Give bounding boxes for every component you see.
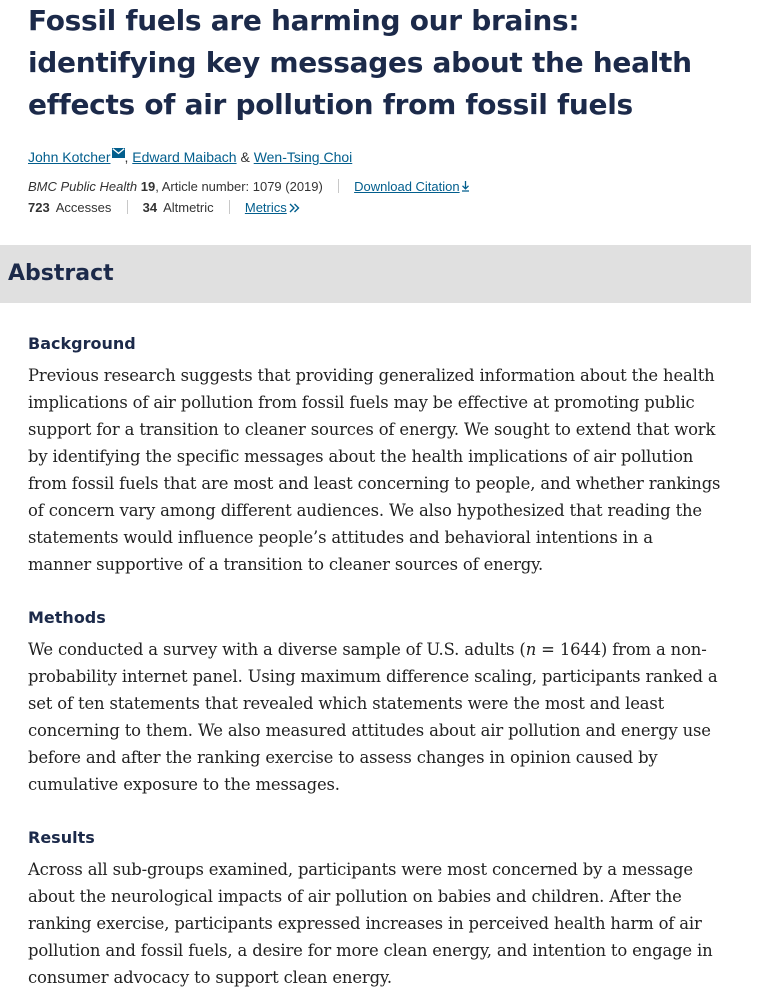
results-paragraph [28,856,756,991]
divider [127,200,128,214]
author-link-maibach[interactable]: Edward Maibach [132,149,237,165]
results-heading: Results [28,828,95,847]
author-link-choi[interactable]: Wen-Tsing Choi [253,149,353,165]
metrics-line [28,198,300,219]
methods-line-start: We conducted a survey with a diverse sample of U.S. adults ( [28,640,526,659]
paragraph-line: set of ten statements that revealed which statements were the most and least [28,694,665,713]
paragraph-line: implications of air pollution from fossil fuels may be effective at promoting public [28,393,695,412]
altmetric-count: 34 [142,200,158,215]
divider [229,200,230,214]
methods-paragraph [28,636,756,798]
methods-line-end: = 1644) from a non- [536,640,707,659]
paragraph-line: support for a transition to cleaner sources of energy. We sought to extend that work [28,420,716,439]
paragraph-line: Previous research suggests that providing generalized information about the health [28,366,715,385]
paragraph-line: cumulative exposure to the messages. [28,775,340,794]
divider [338,179,339,193]
paragraph-line: by identifying the specific messages about the health implications of air pollution [28,447,694,466]
sample-size-variable: n [525,640,537,659]
metrics-label: Metrics [244,200,287,215]
paragraph-line: pollution and fossil fuels, a desire for more clean energy, and intention to engage in [28,941,713,960]
abstract-heading: Abstract [8,261,114,286]
altmetric-label: Altmetric [163,200,214,215]
volume-number: 19 [140,179,156,194]
article-number: , Article number: 1079 (2019) [155,179,323,194]
paragraph-line: Across all sub-groups examined, participants were most concerned by a message [28,860,693,879]
accesses-count: 723 [28,200,50,215]
citation-line [28,177,470,198]
paragraph-line: manner supportive of a transition to cleaner sources of energy. [28,555,544,574]
paragraph-line: of concern vary among different audiences. We also hypothesized that reading the [28,501,702,520]
author-separator: , [124,149,129,165]
paragraph-line [28,636,756,663]
double-chevron-right-icon [289,199,300,219]
journal-name: BMC Public Health [28,179,138,194]
author-list [28,143,352,167]
download-citation-label: Download Citation [354,179,460,194]
download-citation-link[interactable] [354,179,470,194]
author-ampersand: & [240,149,250,165]
article-title: Fossil fuels are harming our brains: identifying key messages about the health effects of air pollution from fossil fuels [28,4,692,121]
paragraph-line: about the neurological impacts of air pollution on babies and children. After the [28,887,682,906]
metrics-link[interactable] [245,200,300,215]
paragraph-line: consumer advocacy to support clean energy. [28,968,392,987]
abstract-header-bar [0,245,751,303]
email-icon[interactable] [112,143,125,163]
paragraph-line: before and after the ranking exercise to assess changes in opinion caused by [28,748,658,767]
background-heading: Background [28,334,136,353]
background-paragraph [28,362,756,578]
paragraph-line: probability internet panel. Using maximum difference scaling, participants ranked a [28,667,718,686]
methods-heading: Methods [28,608,106,627]
paragraph-line: from fossil fuels that are most and least concerning to people, and whether rankings [28,474,721,493]
download-icon [461,178,470,198]
paragraph-line: ranking exercise, participants expressed increases in perceived health harm of air [28,914,702,933]
paragraph-line: concerning to them. We also measured attitudes about air pollution and energy use [28,721,711,740]
accesses-label: Accesses [55,200,112,215]
paragraph-line: statements would influence people’s attitudes and behavioral intentions in a [28,528,653,547]
author-link-kotcher[interactable]: John Kotcher [28,149,111,165]
